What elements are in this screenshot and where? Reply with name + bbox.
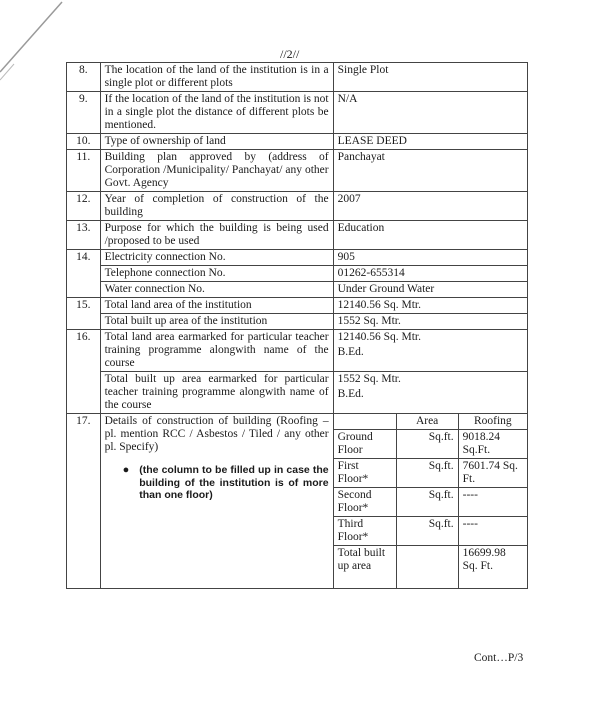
bullet-icon: ● [122, 464, 130, 476]
floor-area: Sq.ft. [396, 430, 458, 459]
table-row [67, 92, 528, 134]
row-description: Purpose for which the building is being used /proposed to be used [100, 221, 333, 250]
row-number: 10. [67, 134, 101, 150]
note-block [105, 454, 329, 502]
table-row [67, 314, 528, 330]
row-number: 12. [67, 192, 101, 221]
table-row [67, 330, 528, 372]
floor-area: Sq.ft. [396, 517, 458, 546]
floor-row [334, 517, 527, 546]
table-row [67, 282, 528, 298]
floor-row [334, 488, 527, 517]
row-number: 8. [67, 63, 101, 92]
row-description: The location of the land of the institution is in a single plot or different plots [100, 63, 333, 92]
floor-row [334, 430, 527, 459]
row-description: Total built up area earmarked for particular teacher training programme alongwith name of the course [100, 372, 333, 414]
row-description: Total land area of the institution [100, 298, 333, 314]
row-description: Electricity connection No. [100, 250, 333, 266]
row-description: Type of ownership of land [100, 134, 333, 150]
row-description: Total built up area of the institution [100, 314, 333, 330]
table-row [67, 63, 528, 92]
floor-note: (the column to be filled up in case the building of the institution is of more than one floor) [139, 464, 329, 501]
folded-corner-mark [0, 0, 70, 90]
floor-roofing: 7601.74 Sq. Ft. [458, 459, 527, 488]
roofing-header: Roofing [458, 414, 527, 430]
floor-table [334, 414, 527, 588]
floor-area [396, 546, 458, 589]
row-value: 1552 Sq. Mtr. [333, 314, 527, 330]
row-value: Education [333, 221, 527, 250]
value-line: B.Ed. [337, 388, 364, 400]
row-description: If the location of the land of the institution is not in a single plot the distance of different plots be mentioned. [100, 92, 333, 134]
table-row [67, 414, 528, 589]
row-value: 905 [333, 250, 527, 266]
floor-header-row [334, 414, 527, 430]
floor-header-blank [334, 414, 397, 430]
continuation-note: Cont…P/3 [474, 652, 524, 664]
row-value: Panchayat [333, 150, 527, 192]
row-number: 17. [67, 414, 101, 589]
row-value: Under Ground Water [333, 282, 527, 298]
value-line: B.Ed. [337, 346, 364, 358]
row-number: 13. [67, 221, 101, 250]
floor-label: Total built up area [334, 546, 397, 589]
table-row [67, 150, 528, 192]
floor-roofing: 9018.24 Sq.Ft. [458, 430, 527, 459]
value-line: 1552 Sq. Mtr. [337, 373, 401, 385]
row-number: 9. [67, 92, 101, 134]
row-value [333, 330, 527, 372]
row-value [333, 372, 527, 414]
row-number: 11. [67, 150, 101, 192]
floor-row [334, 459, 527, 488]
floor-row [334, 546, 527, 589]
floor-area: Sq.ft. [396, 459, 458, 488]
floor-label: Ground Floor [334, 430, 397, 459]
area-header: Area [396, 414, 458, 430]
row-value: Single Plot [333, 63, 527, 92]
row-number: 15. [67, 298, 101, 330]
floor-roofing: ---- [458, 488, 527, 517]
floor-area: Sq.ft. [396, 488, 458, 517]
table-row [67, 134, 528, 150]
row-number: 14. [67, 250, 101, 298]
floor-label: Second Floor* [334, 488, 397, 517]
floor-label: First Floor* [334, 459, 397, 488]
floor-roofing: 16699.98 Sq. Ft. [458, 546, 527, 589]
table-row [67, 298, 528, 314]
construction-details-label: Details of construction of building (Roofing – pl. mention RCC / Asbestos / Tiled / any other pl. Specify) [104, 415, 329, 453]
row-description: Building plan approved by (address of Corporation /Municipality/ Panchayat/ any other Govt. Agency [100, 150, 333, 192]
row-value: LEASE DEED [333, 134, 527, 150]
row-description [100, 414, 333, 589]
row-number: 16. [67, 330, 101, 414]
table-row [67, 372, 528, 414]
row-description: Total land area earmarked for particular teacher training programme alongwith name of the course [100, 330, 333, 372]
floor-label: Third Floor* [334, 517, 397, 546]
table-row [67, 221, 528, 250]
floor-roofing: ---- [458, 517, 527, 546]
row-value: N/A [333, 92, 527, 134]
row-description: Year of completion of construction of the building [100, 192, 333, 221]
value-line: 12140.56 Sq. Mtr. [337, 331, 421, 343]
table-row [67, 250, 528, 266]
row-value: 01262-655314 [333, 266, 527, 282]
floor-details [333, 414, 527, 589]
row-description: Telephone connection No. [100, 266, 333, 282]
page-number: //2// [280, 47, 300, 61]
form-table [66, 62, 528, 589]
row-value: 2007 [333, 192, 527, 221]
table-row [67, 192, 528, 221]
row-description: Water connection No. [100, 282, 333, 298]
row-value: 12140.56 Sq. Mtr. [333, 298, 527, 314]
table-row [67, 266, 528, 282]
